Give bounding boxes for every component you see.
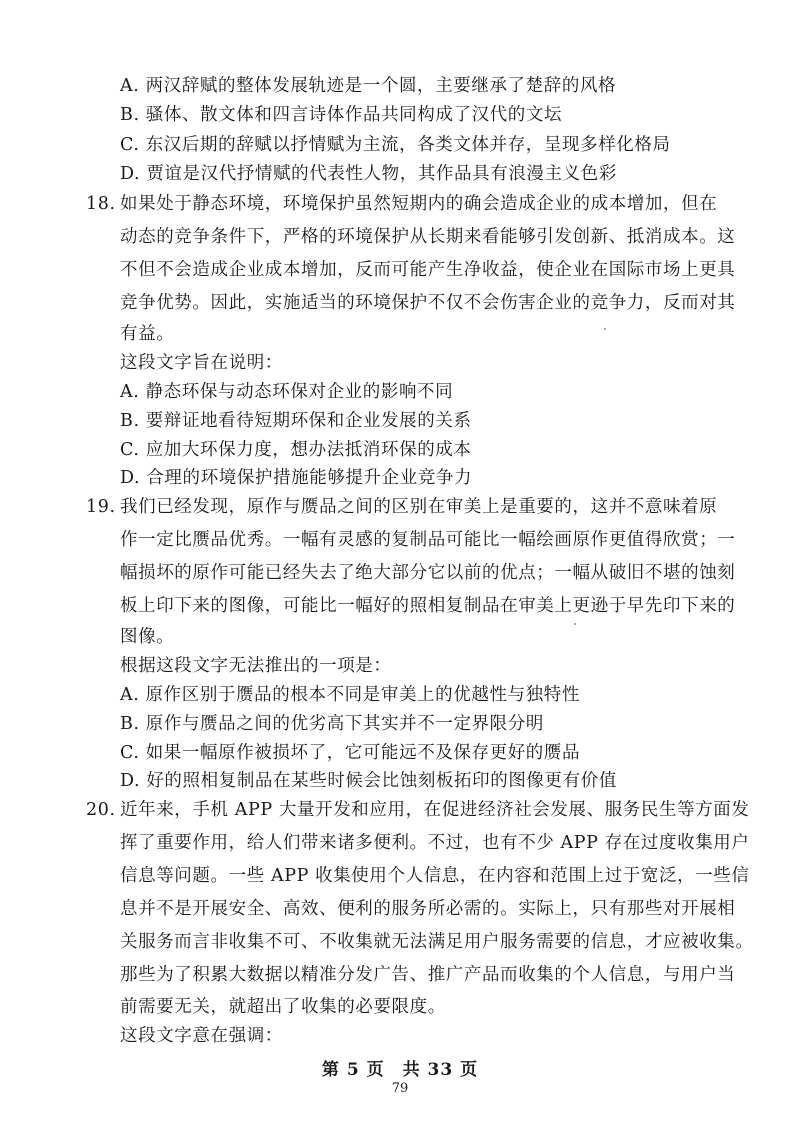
q19-option-c: C. 如果一幅原作被损坏了，它可能远不及保存更好的赝品 (120, 743, 581, 763)
q20-passage-line: 息并不是开展安全、高效、便利的服务所必需的。实际上，只有那些对开展相 (120, 899, 736, 919)
q18-passage-line: 有益。 (120, 324, 175, 344)
q18-prompt: 这段文字旨在说明： (120, 353, 283, 373)
q18-passage-line: 如果处于静态环境，环境保护虽然短期内的确会造成企业的成本增加，但在 (120, 194, 718, 214)
q18-passage-line: 动态的竞争条件下，严格的环境保护从长期来看能够引发创新、抵消成本。这 (120, 227, 736, 247)
q20-passage-line: 关服务而言非收集不可、不收集就无法满足用户服务需要的信息，才应被收集。 (120, 932, 754, 952)
page-label: 第 5 页 共 33 页 (321, 1060, 479, 1080)
q17-option-d: D. 贾谊是汉代抒情赋的代表性人物，其作品具有浪漫主义色彩 (120, 164, 617, 184)
q17-option-c: C. 东汉后期的辞赋以抒情赋为主流，各类文体并存，呈现多样化格局 (120, 135, 671, 155)
q18-option-c: C. 应加大环保力度，想办法抵消环保的成本 (120, 440, 472, 460)
q17-option-b: B. 骚体、散文体和四言诗体作品共同构成了汉代的文坛 (120, 105, 563, 125)
q20-passage-line: 前需要无关，就超出了收集的必要限度。 (120, 997, 446, 1017)
q18-passage-line: 竞争优势。因此，实施适当的环境保护不仅不会伤害企业的竞争力，反而对其 (120, 293, 736, 313)
q19-number: 19. (86, 497, 116, 517)
q19-passage-line: 我们已经发现，原作与赝品之间的区别在审美上是重要的，这并不意味着原 (120, 497, 718, 517)
q18-option-d: D. 合理的环境保护措施能够提升企业竞争力 (120, 468, 473, 488)
q17-option-a: A. 两汉辞赋的整体发展轨迹是一个圆，主要继承了楚辞的风格 (120, 76, 617, 96)
q20-passage-line: 信息等问题。一些 APP 收集使用个人信息，在内容和范围上过于宽泛，一些信 (120, 866, 750, 886)
q20-number: 20. (86, 800, 116, 820)
q20-passage-line: 挥了重要作用，给人们带来诸多便利。不过，也有不少 APP 存在过度收集用户 (120, 833, 750, 853)
q19-passage-line: 幅损坏的原作可能已经失去了绝大部分它以前的优点；一幅从破旧不堪的蚀刻 (120, 563, 736, 583)
q19-passage-line: 作一定比赝品优秀。一幅有灵感的复制品可能比一幅绘画原作更值得欣赏；一 (120, 530, 736, 550)
page-number: 79 (391, 1081, 409, 1096)
q20-passage-line: 那些为了积累大数据以精准分发广告、推广产品而收集的个人信息，与用户当 (120, 965, 736, 985)
q18-option-a: A. 静态环保与动态环保对企业的影响不同 (120, 382, 454, 402)
q20-prompt: 这段文字意在强调： (120, 1026, 283, 1046)
q19-option-a: A. 原作区别于赝品的根本不同是审美上的优越性与独特性 (120, 685, 580, 705)
q19-passage-line: 板上印下来的图像，可能比一幅好的照相复制品在审美上更逊于早先印下来的 (120, 596, 736, 616)
scan-speck (574, 623, 576, 625)
q19-option-d: D. 好的照相复制品在某些时候会比蚀刻板拓印的图像更有价值 (120, 771, 617, 791)
q19-option-b: B. 原作与赝品之间的优劣高下其实并不一定界限分明 (120, 714, 544, 734)
q20-passage-line: 近年来，手机 APP 大量开发和应用，在促进经济社会发展、服务民生等方面发 (120, 800, 750, 820)
q18-option-b: B. 要辩证地看待短期环保和企业发展的关系 (120, 411, 472, 431)
q19-passage-line: 图像。 (120, 627, 175, 647)
q18-passage-line: 不但不会造成企业成本增加，反而可能产生净收益，使企业在国际市场上更具 (120, 260, 736, 280)
q19-prompt: 根据这段文字无法推出的一项是： (120, 656, 392, 676)
q18-number: 18. (86, 194, 116, 214)
scan-speck (604, 328, 606, 330)
